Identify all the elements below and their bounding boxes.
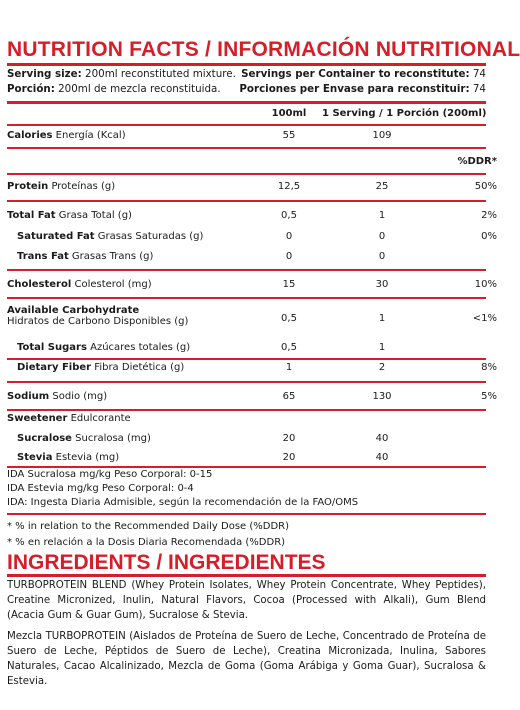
row-cholesterol: Cholesterol Colesterol (mg) 15 30 10% bbox=[7, 279, 497, 290]
row-protein: Protein Proteínas (g) 12,5 25 50% bbox=[7, 181, 497, 192]
row-carbohydrate: Available Carbohydrate Hidratos de Carbono Disponibles (g) 0,5 1 <1% bbox=[7, 305, 497, 327]
porcion: Porción: 200ml de mezcla reconstituida. bbox=[7, 83, 221, 95]
ingredients-es: Mezcla TURBOPROTEIN (Aislados de Proteína de Suero de Leche, Concentrado de Proteína de Suero de Leche, Péptidos de Suero de Leche), Creatina Micronizada, Inulina, Sabores Naturales, Cacao Alcalinizado, Mezcla de Goma (Goma Arábiga y Goma Guar), Sucralosa & Estevia. bbox=[7, 631, 486, 687]
ingredients-en: TURBOPROTEIN BLEND (Whey Protein Isolates, Whey Protein Concentrate, Whey Peptides), Creatine Micronized, Inulin, Natural Flavors, Cocoa (Processed with Alkali), Gum Blend (Acacia Gum & Guar Gum), Sucralose & Stevia. bbox=[7, 580, 486, 621]
row-dietary-fiber: Dietary Fiber Fibra Dietética (g) 1 2 8% bbox=[17, 362, 497, 373]
ddr-note-en: * % in relation to the Recommended Daily Dose (%DDR) bbox=[7, 521, 290, 532]
nutrition-title: NUTRITION FACTS / INFORMACIÓN NUTRITIONAL bbox=[7, 38, 520, 61]
ida-sucralosa: IDA Sucralosa mg/kg Peso Corporal: 0-15 bbox=[7, 469, 213, 480]
serving-size: Serving size: 200ml reconstituted mixture. bbox=[7, 68, 236, 80]
row-total-fat: Total Fat Grasa Total (g) 0,5 1 2% bbox=[7, 210, 497, 221]
title-rule bbox=[7, 63, 486, 66]
row-sucralose: Sucralose Sucralosa (mg) 20 40 bbox=[17, 433, 389, 444]
ida-definition: IDA: Ingesta Diaria Admisible, según la recomendación de la FAO/OMS bbox=[7, 497, 359, 508]
row-calories: Calories Energía (Kcal) 55 109 bbox=[7, 130, 392, 141]
porciones-per-envase: Porciones per Envase para reconstituir: 74 bbox=[239, 83, 486, 95]
row-sweetener: Sweetener Edulcorante bbox=[7, 413, 131, 424]
header-rule bbox=[7, 101, 486, 104]
nutrition-label: NUTRITION FACTS / INFORMACIÓN NUTRITIONAL Serving size: 200ml reconstituted mixture. Servings per Container to reconstitute: 74 Porción: 200ml de mezcla reconstituida. Porciones per Envase para reconstituir: 74 100ml 1 Serving / 1 Porción (200ml) Calories Energía (Kcal) 55 109 %DDR* Protein Proteínas (g) 12,5 25 50% Total Fat Grasa Total (g) 0,5 1 2% Saturated Fat Grasas Saturadas (g) 0 0 0% Trans Fat Grasas Trans (g) 0 0 Cholesterol Colesterol (mg) 15 30 10% Available Carbohydrate Hidratos de Carbono Disponibles (g) 0,5 1 <1% Total Sugars Azúcares totales (g) 0,5 1 Dietary Fiber Fibra Dietética (g) 1 2 8% Sodium Sodio (mg) 65 130 5% Sweetener Edulcorante Sucralose Sucralosa (mg) 20 40 Stevia Estevia (mg) 20 40 IDA Sucralosa mg/kg Peso Corporal: 0-15 IDA Estevia mg/kg Peso Corporal: 0-4 IDA: Ingesta Diaria Admisible, según la recomendación de la FAO/OMS * % in relation to the Recommended Daily Dose (%DDR) * % en relación a la Dosis Diaria Recomendada (%DDR) INGREDIENTS / INGREDIENTES TURBOPROTEIN BLEND (Whey Protein Isolates, Whey Protein Concentrate, Whey Peptides), Creatine Micronized, Inulin, Natural Flavors, Cocoa (Processed with Alkali), Gum Blend (Acacia Gum & Guar Gum), Sucralose & Stevia. Mezcla TURBOPROTEIN (Aislados de Proteína de Suero de Leche, Concentrado de Proteína de Suero de Leche, Péptidos de Suero de Leche), Creatina Micronizada, Inulina, Sabores Naturales, Cacao Alcalinizado, Mezcla de Goma (Goma Arábiga y Goma Guar), Sucralosa & Estevia. bbox=[7, 38, 520, 687]
ingredients-title: INGREDIENTS / INGREDIENTES bbox=[7, 551, 326, 574]
row-total-sugars: Total Sugars Azúcares totales (g) 0,5 1 bbox=[17, 342, 386, 353]
ingredients-rule bbox=[7, 574, 486, 577]
row-trans-fat: Trans Fat Grasas Trans (g) 0 0 bbox=[17, 251, 386, 262]
ddr-note-es: * % en relación a la Dosis Diaria Recomendada (%DDR) bbox=[7, 537, 286, 548]
servings-per-container: Servings per Container to reconstitute: 74 bbox=[241, 68, 486, 80]
row-sodium: Sodium Sodio (mg) 65 130 5% bbox=[7, 391, 497, 402]
row-stevia: Stevia Estevia (mg) 20 40 bbox=[17, 452, 389, 463]
row-saturated-fat: Saturated Fat Grasas Saturadas (g) 0 0 0% bbox=[17, 231, 497, 242]
ida-estevia: IDA Estevia mg/kg Peso Corporal: 0-4 bbox=[7, 483, 194, 494]
